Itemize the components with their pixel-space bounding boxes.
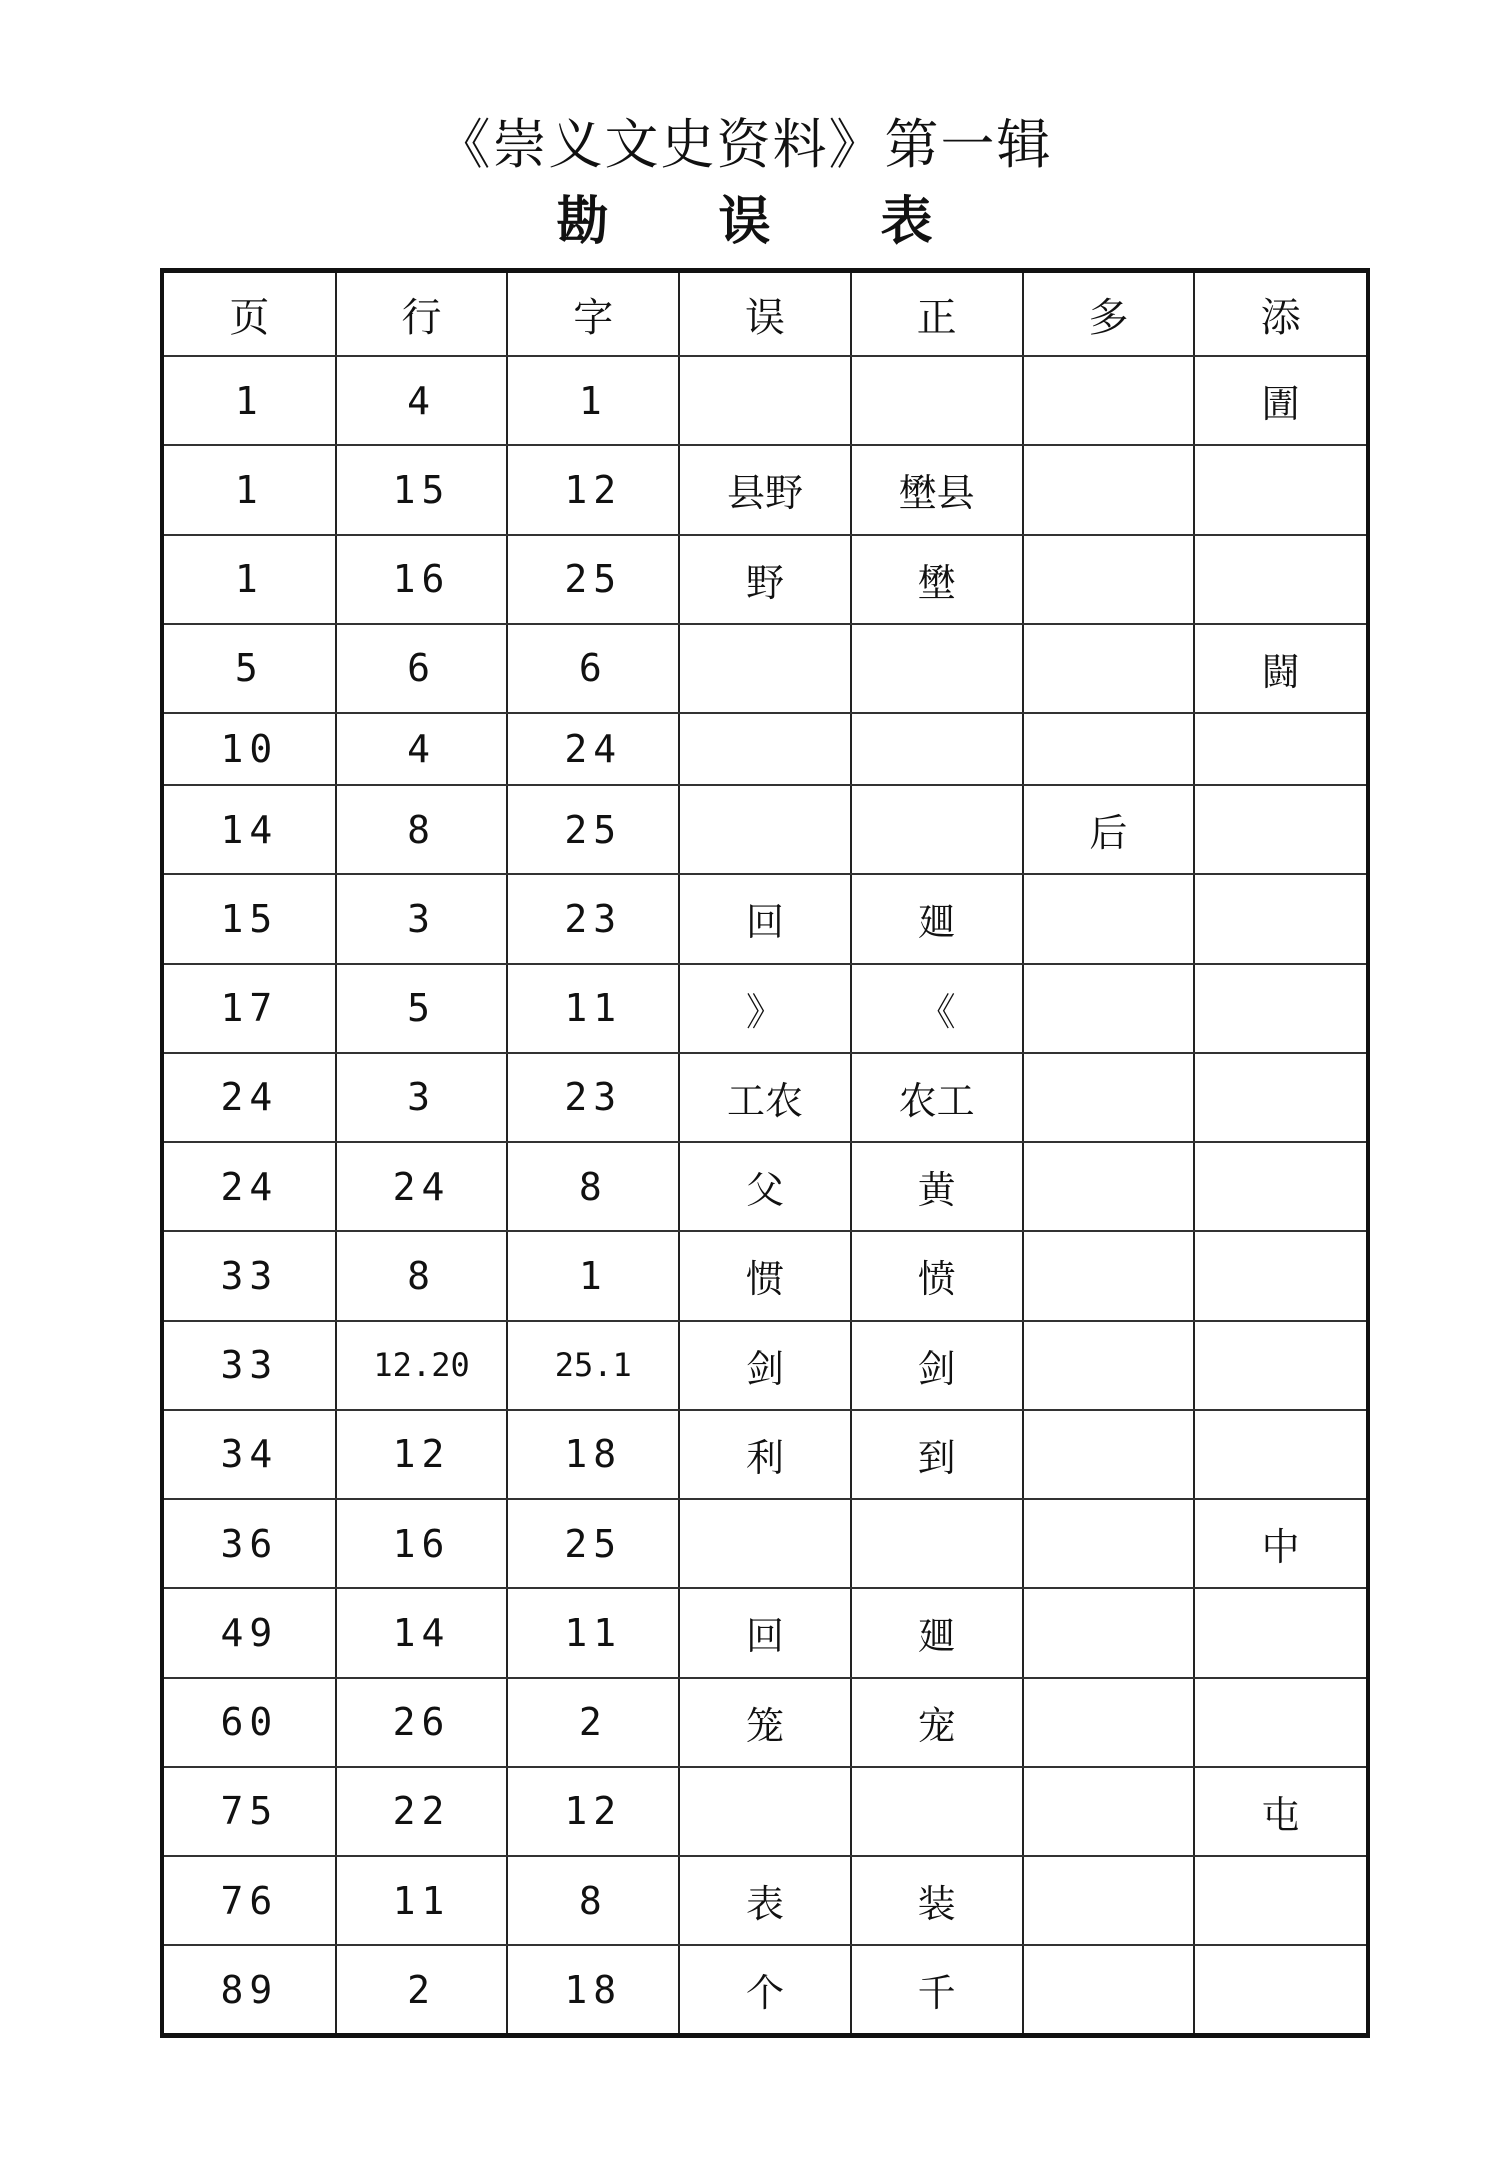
table-row	[164, 964, 1366, 1053]
cell-line: 22	[336, 1767, 508, 1856]
cell-correct: 黄	[851, 1142, 1023, 1231]
cell-correct	[851, 713, 1023, 785]
cell-extra	[1023, 1231, 1195, 1320]
cell-add	[1194, 535, 1366, 624]
col-header-correct: 正	[851, 273, 1023, 356]
cell-line: 12.20	[336, 1321, 508, 1410]
table-row	[164, 535, 1366, 624]
cell-correct	[851, 785, 1023, 874]
table-row	[164, 785, 1366, 874]
cell-extra	[1023, 445, 1195, 534]
errata-table-frame	[160, 268, 1370, 2038]
cell-correct: 壄县	[851, 445, 1023, 534]
cell-line: 4	[336, 713, 508, 785]
table-row	[164, 874, 1366, 963]
cell-char: 25.1	[507, 1321, 679, 1410]
col-header-extra: 多	[1023, 273, 1195, 356]
cell-char: 25	[507, 785, 679, 874]
cell-wrong: 父	[679, 1142, 851, 1231]
cell-correct: 《	[851, 964, 1023, 1053]
cell-extra	[1023, 1945, 1195, 2033]
cell-correct	[851, 1499, 1023, 1588]
cell-extra	[1023, 964, 1195, 1053]
cell-add	[1194, 1945, 1366, 2033]
cell-add: 闘	[1194, 624, 1366, 713]
col-header-add: 添	[1194, 273, 1366, 356]
cell-wrong: 表	[679, 1856, 851, 1945]
cell-line: 24	[336, 1142, 508, 1231]
cell-page: 33	[164, 1231, 336, 1320]
cell-extra	[1023, 535, 1195, 624]
cell-wrong: 惯	[679, 1231, 851, 1320]
cell-char: 23	[507, 874, 679, 963]
table-row	[164, 624, 1366, 713]
cell-extra: 后	[1023, 785, 1195, 874]
subtitle-char: 勘	[556, 191, 609, 252]
cell-page: 1	[164, 445, 336, 534]
table-row	[164, 1142, 1366, 1231]
cell-correct: 千	[851, 1945, 1023, 2033]
col-header-line: 行	[336, 273, 508, 356]
cell-correct: 壄	[851, 535, 1023, 624]
cell-wrong: 回	[679, 1588, 851, 1677]
table-row	[164, 1945, 1366, 2033]
cell-page: 5	[164, 624, 336, 713]
cell-line: 16	[336, 1499, 508, 1588]
cell-add	[1194, 1410, 1366, 1499]
table-row	[164, 356, 1366, 445]
cell-extra	[1023, 1767, 1195, 1856]
cell-wrong: 县野	[679, 445, 851, 534]
cell-wrong	[679, 785, 851, 874]
cell-wrong: 野	[679, 535, 851, 624]
cell-wrong	[679, 713, 851, 785]
cell-wrong	[679, 356, 851, 445]
cell-page: 17	[164, 964, 336, 1053]
cell-line: 11	[336, 1856, 508, 1945]
cell-wrong	[679, 624, 851, 713]
table-row	[164, 1856, 1366, 1945]
cell-line: 2	[336, 1945, 508, 2033]
cell-wrong: 工农	[679, 1053, 851, 1142]
cell-extra	[1023, 874, 1195, 963]
cell-add	[1194, 445, 1366, 534]
cell-extra	[1023, 1588, 1195, 1677]
table-row	[164, 1231, 1366, 1320]
cell-wrong: 回	[679, 874, 851, 963]
cell-page: 75	[164, 1767, 336, 1856]
cell-page: 89	[164, 1945, 336, 2033]
cell-correct: 愤	[851, 1231, 1023, 1320]
cell-correct: 到	[851, 1410, 1023, 1499]
col-header-char: 字	[507, 273, 679, 356]
cell-wrong: 笼	[679, 1678, 851, 1767]
table-row	[164, 1678, 1366, 1767]
cell-extra	[1023, 1321, 1195, 1410]
cell-char: 25	[507, 1499, 679, 1588]
cell-page: 24	[164, 1053, 336, 1142]
cell-char: 18	[507, 1945, 679, 2033]
cell-page: 60	[164, 1678, 336, 1767]
table-row	[164, 713, 1366, 785]
cell-char: 23	[507, 1053, 679, 1142]
col-header-page: 页	[164, 273, 336, 356]
cell-page: 33	[164, 1321, 336, 1410]
cell-char: 8	[507, 1856, 679, 1945]
cell-extra	[1023, 713, 1195, 785]
cell-wrong: 剑	[679, 1321, 851, 1410]
cell-correct: 农工	[851, 1053, 1023, 1142]
cell-add	[1194, 1856, 1366, 1945]
table-row	[164, 1767, 1366, 1856]
cell-line: 5	[336, 964, 508, 1053]
cell-correct: 宠	[851, 1678, 1023, 1767]
cell-page: 1	[164, 356, 336, 445]
table-row	[164, 1053, 1366, 1142]
cell-line: 6	[336, 624, 508, 713]
cell-char: 25	[507, 535, 679, 624]
col-header-wrong: 误	[679, 273, 851, 356]
cell-page: 36	[164, 1499, 336, 1588]
cell-char: 2	[507, 1678, 679, 1767]
cell-extra	[1023, 1053, 1195, 1142]
cell-add	[1194, 1678, 1366, 1767]
cell-add	[1194, 964, 1366, 1053]
cell-add	[1194, 1588, 1366, 1677]
page-title: 《崇义文史资料》第一辑	[436, 113, 1053, 176]
cell-add	[1194, 785, 1366, 874]
cell-correct	[851, 624, 1023, 713]
cell-char: 11	[507, 964, 679, 1053]
cell-page: 24	[164, 1142, 336, 1231]
cell-add	[1194, 1321, 1366, 1410]
cell-correct	[851, 356, 1023, 445]
cell-line: 15	[336, 445, 508, 534]
cell-add	[1194, 713, 1366, 785]
cell-correct: 剑	[851, 1321, 1023, 1410]
cell-line: 26	[336, 1678, 508, 1767]
cell-char: 24	[507, 713, 679, 785]
cell-char: 1	[507, 1231, 679, 1320]
cell-extra	[1023, 356, 1195, 445]
cell-page: 76	[164, 1856, 336, 1945]
errata-table	[164, 273, 1366, 2033]
cell-char: 8	[507, 1142, 679, 1231]
cell-extra	[1023, 1856, 1195, 1945]
cell-extra	[1023, 624, 1195, 713]
cell-char: 1	[507, 356, 679, 445]
cell-line: 3	[336, 1053, 508, 1142]
cell-page: 49	[164, 1588, 336, 1677]
cell-add	[1194, 1053, 1366, 1142]
cell-extra	[1023, 1678, 1195, 1767]
page-subtitle	[0, 190, 1489, 254]
table-row	[164, 1321, 1366, 1410]
cell-char: 11	[507, 1588, 679, 1677]
cell-wrong: 利	[679, 1410, 851, 1499]
table-body	[164, 356, 1366, 2033]
cell-page: 10	[164, 713, 336, 785]
cell-correct: 装	[851, 1856, 1023, 1945]
cell-wrong	[679, 1767, 851, 1856]
cell-page: 15	[164, 874, 336, 963]
subtitle-char: 误	[718, 191, 771, 252]
table-row	[164, 445, 1366, 534]
cell-char: 18	[507, 1410, 679, 1499]
cell-wrong	[679, 1499, 851, 1588]
cell-add: 中	[1194, 1499, 1366, 1588]
subtitle-char: 表	[880, 191, 933, 252]
table-header-row	[164, 273, 1366, 356]
cell-char: 12	[507, 1767, 679, 1856]
cell-page: 1	[164, 535, 336, 624]
cell-page: 34	[164, 1410, 336, 1499]
cell-extra	[1023, 1410, 1195, 1499]
cell-char: 6	[507, 624, 679, 713]
cell-line: 12	[336, 1410, 508, 1499]
cell-correct: 廽	[851, 1588, 1023, 1677]
cell-line: 8	[336, 1231, 508, 1320]
cell-add	[1194, 874, 1366, 963]
cell-correct	[851, 1767, 1023, 1856]
cell-line: 4	[336, 356, 508, 445]
cell-add: 屯	[1194, 1767, 1366, 1856]
cell-char: 12	[507, 445, 679, 534]
cell-wrong: 》	[679, 964, 851, 1053]
cell-wrong: 个	[679, 1945, 851, 2033]
cell-extra	[1023, 1142, 1195, 1231]
cell-page: 14	[164, 785, 336, 874]
cell-line: 16	[336, 535, 508, 624]
cell-add	[1194, 1142, 1366, 1231]
table-row	[164, 1588, 1366, 1677]
cell-extra	[1023, 1499, 1195, 1588]
cell-add	[1194, 1231, 1366, 1320]
cell-correct: 廽	[851, 874, 1023, 963]
cell-add: 圊	[1194, 356, 1366, 445]
cell-line: 14	[336, 1588, 508, 1677]
cell-line: 8	[336, 785, 508, 874]
cell-line: 3	[336, 874, 508, 963]
table-row	[164, 1499, 1366, 1588]
table-row	[164, 1410, 1366, 1499]
